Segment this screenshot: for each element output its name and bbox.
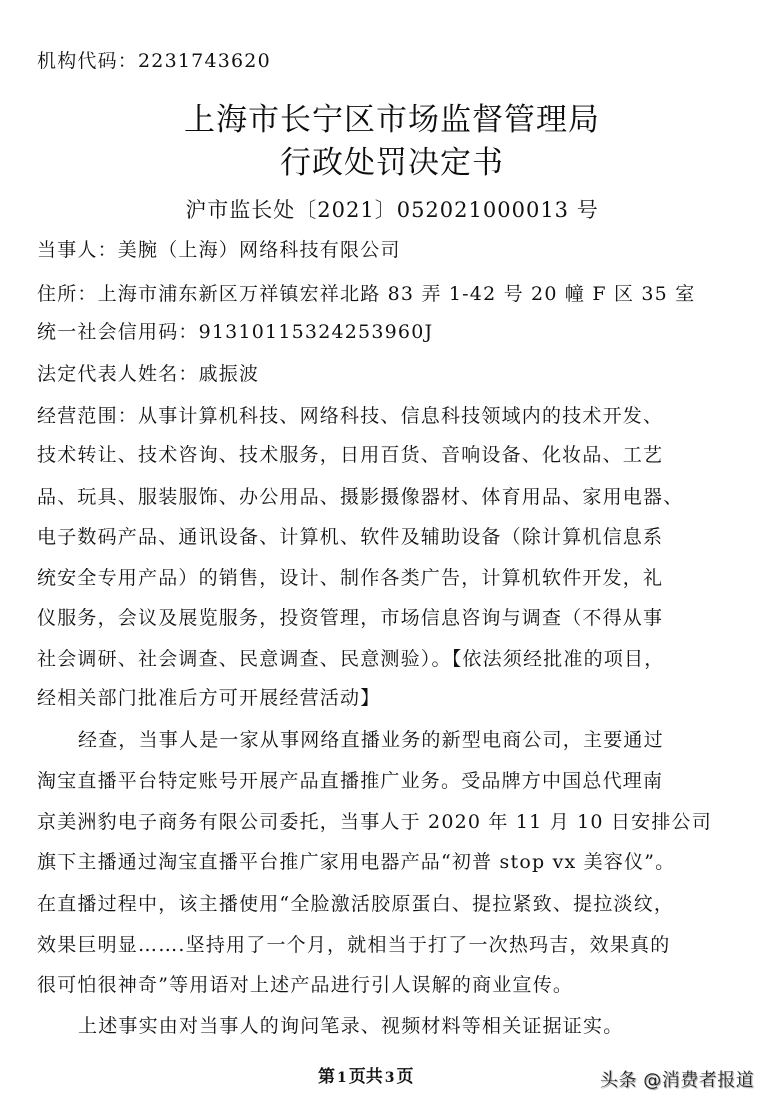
page-middle: 页共 bbox=[348, 1067, 383, 1087]
page-suffix: 页 bbox=[396, 1067, 414, 1087]
document-number: 沪市监长处〔2021〕052021000013 号 bbox=[185, 198, 599, 222]
document-title-type: 行政处罚决定书 bbox=[280, 145, 504, 181]
findings-line: 旗下主播通过淘宝直播平台推广家用电器产品“初普 stop vx 美容仪”。 bbox=[37, 851, 676, 873]
business-scope-line: 经营范围：从事计算机科技、网络科技、信息科技领域内的技术开发、 bbox=[37, 405, 664, 427]
business-scope-line: 技术转让、技术咨询、技术服务，日用百货、音响设备、化妆品、工艺 bbox=[37, 444, 664, 466]
findings-line: 在直播过程中，该主播使用“全脸激活胶原蛋白、提拉紧致、提拉淡纹， bbox=[37, 893, 675, 915]
findings-line: 淘宝直播平台特定账号开展产品直播推广业务。受品牌方中国总代理南 bbox=[37, 770, 664, 792]
party-name: 当事人：美腕（上海）网络科技有限公司 bbox=[37, 239, 401, 261]
business-scope-line: 品、玩具、服装服饰、办公用品、摄影摄像器材、体育用品、家用电器、 bbox=[37, 486, 684, 508]
page-prefix: 第 bbox=[318, 1067, 335, 1087]
business-scope-line: 经相关部门批准后方可开展经营活动】 bbox=[37, 687, 381, 709]
findings-line: 很可怕很神奇”等用语对上述产品进行引人误解的商业宣传。 bbox=[37, 974, 574, 996]
page-total: 3 bbox=[384, 1070, 395, 1086]
findings-line: 经查，当事人是一家从事网络直播业务的新型电商公司，主要通过 bbox=[78, 729, 664, 751]
document-title-authority: 上海市长宁区市场监督管理局 bbox=[184, 102, 600, 138]
evidence-paragraph: 上述事实由对当事人的询问笔录、视频材料等相关证据证实。 bbox=[78, 1015, 624, 1037]
page-indicator bbox=[318, 1066, 414, 1089]
business-scope-line: 社会调研、社会调查、民意调查、民意测验）。【依法须经批准的项目， bbox=[37, 648, 665, 670]
findings-line: 效果巨明显…….坚持用了一个月，就相当于打了一次热玛吉，效果真的 bbox=[37, 934, 671, 956]
credit-code: 统一社会信用码：91310115324253960J bbox=[37, 321, 434, 343]
business-scope-line: 统安全专用产品）的销售，设计、制作各类广告，计算机软件开发，礼 bbox=[37, 567, 664, 589]
source-watermark: 头条 @消费者报道 bbox=[600, 1070, 755, 1091]
party-address: 住所：上海市浦东新区万祥镇宏祥北路 83 弄 1-42 号 20 幢 F 区 35 室 bbox=[37, 283, 696, 305]
business-scope-line: 电子数码产品、通讯设备、计算机、软件及辅助设备（除计算机信息系 bbox=[37, 526, 664, 548]
page-current: 1 bbox=[337, 1070, 347, 1086]
legal-representative: 法定代表人姓名：戚振波 bbox=[37, 363, 260, 385]
business-scope-line: 仪服务，会议及展览服务，投资管理，市场信息咨询与调查（不得从事 bbox=[37, 607, 664, 629]
findings-line: 京美洲豹电子商务有限公司委托，当事人于 2020 年 11 月 10 日安排公司 bbox=[37, 811, 712, 833]
org-code: 机构代码：2231743620 bbox=[37, 50, 271, 72]
